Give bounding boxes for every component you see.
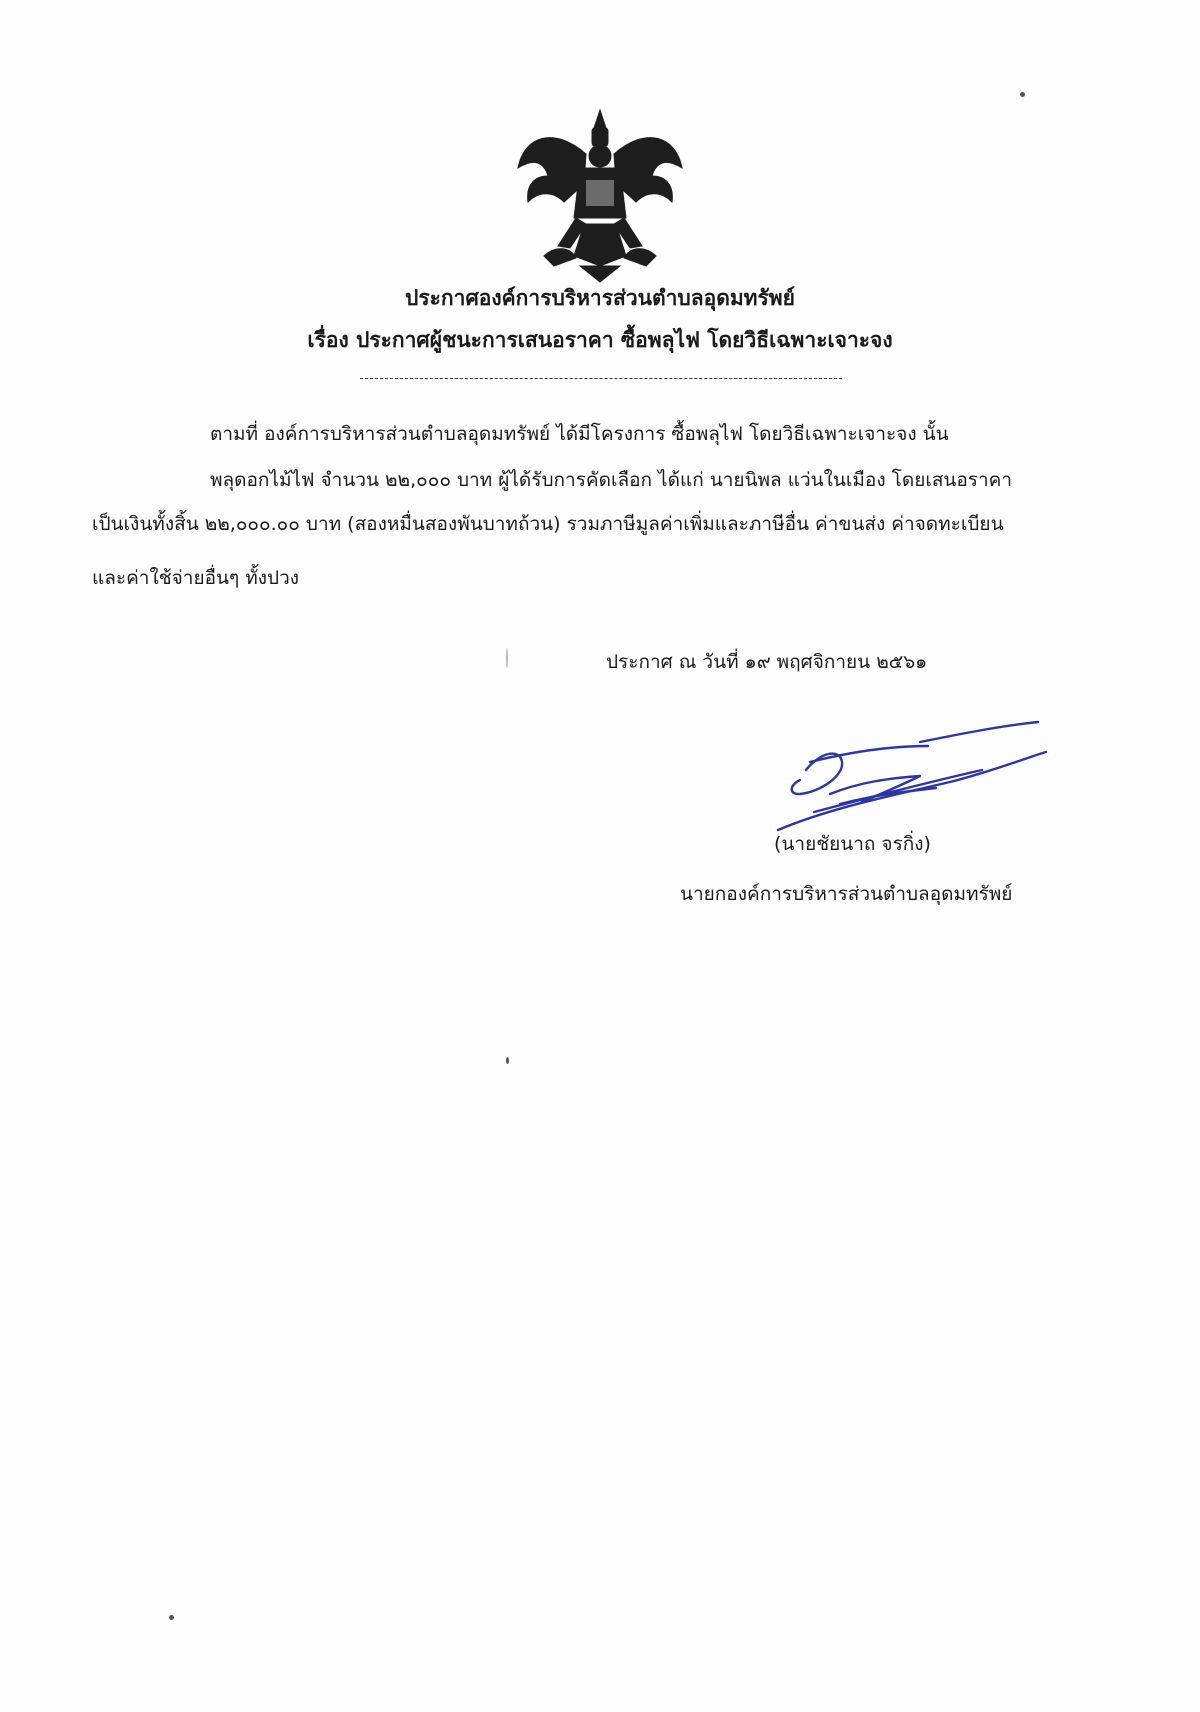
body-paragraph-line: และค่าใช้จ่ายอื่นๆ ทั้งปวง (92, 567, 300, 589)
body-paragraph-line: ตามที่ องค์การบริหารส่วนตำบลอุดมทรัพย์ ได้มีโครงการ ซื้อพลุไฟ โดยวิธีเฉพาะเจาะจง นั้น (210, 423, 949, 445)
signer-position: นายกองค์การบริหารส่วนตำบลอุดมทรัพย์ (680, 883, 1013, 905)
scan-speck (506, 1057, 509, 1064)
body-paragraph-line: พลุดอกไม้ไฟ จำนวน ๒๒,๐๐๐ บาท ผู้ได้รับการคัดเลือก ได้แก่ นายนิพล แว่นในเมือง โดยเสนอราคา (210, 469, 1013, 491)
announcement-title: ประกาศองค์การบริหารส่วนตำบลอุดมทรัพย์ (405, 286, 795, 310)
scan-speck (1020, 92, 1025, 97)
garuda-emblem-icon (514, 106, 686, 284)
scan-speck (506, 648, 508, 668)
scan-speck (169, 1615, 174, 1620)
signer-name: (นายชัยนาถ จรกิ่ง) (774, 833, 931, 855)
announce-date: ประกาศ ณ วันที่ ๑๙ พฤศจิกายน ๒๕๖๑ (606, 651, 928, 673)
body-paragraph-line: เป็นเงินทั้งสิ้น ๒๒,๐๐๐.๐๐ บาท (สองหมื่นสองพันบาทถ้วน) รวมภาษีมูลค่าเพิ่มและภาษีอื่น ค่าขนส่ง ค่าจดทะเบียน (92, 513, 1004, 535)
announcement-subject: เรื่อง ประกาศผู้ชนะการเสนอราคา ซื้อพลุไฟ โดยวิธีเฉพาะเจาะจง (307, 328, 893, 352)
divider (360, 378, 842, 379)
